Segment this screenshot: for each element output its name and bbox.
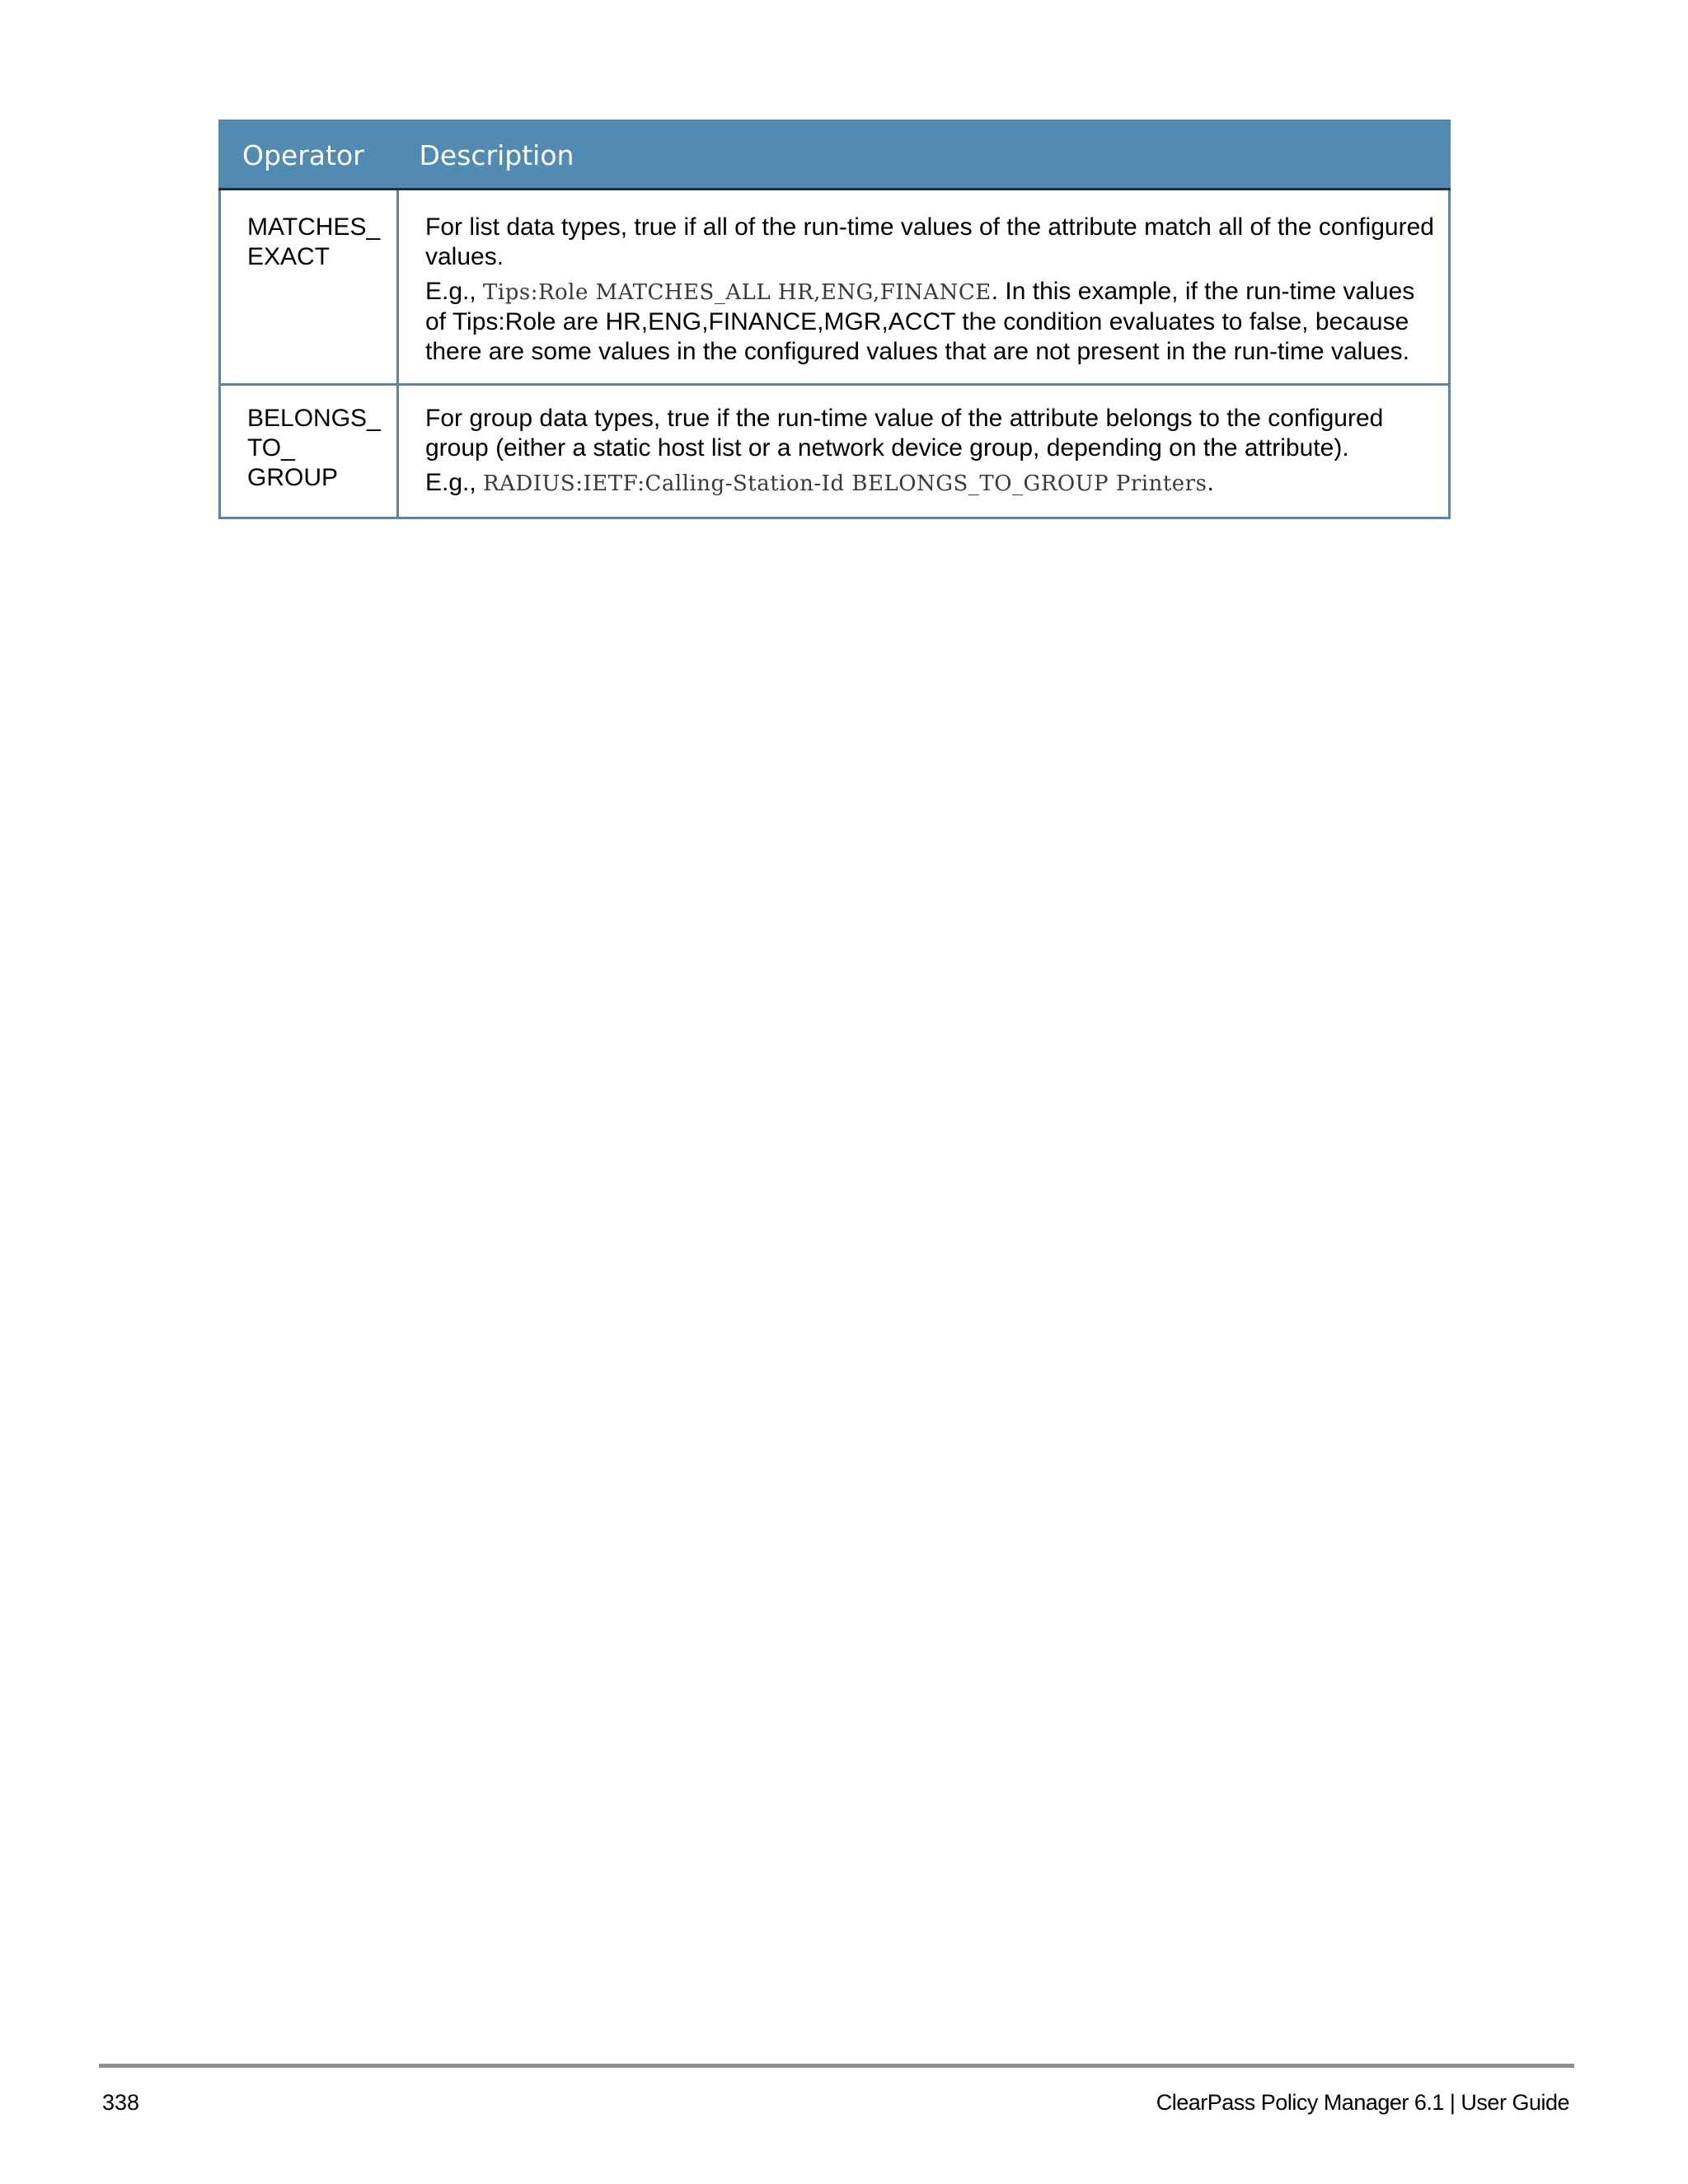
operators-table [218,120,1451,519]
description-text: For group data types, true if the run-time value of the attribute belongs to the configured group (either a static host list or a network device group, depending on the attribute). [425,405,1384,462]
table-row [220,385,1450,518]
page-number: 338 [102,2090,140,2115]
operator-cell [220,190,398,385]
operator-cell [220,385,398,518]
operator-name-line: MATCHES_ [247,213,381,241]
footer-divider [99,2064,1574,2068]
operator-name-line: GROUP [247,464,339,491]
example-text [425,468,1437,499]
description-column-header: Description [398,121,1450,190]
operator-name-line: BELONGS_ [247,405,381,432]
example-text [425,277,1437,367]
table-header-row [220,121,1450,190]
operator-name-line: EXACT [247,243,331,270]
operator-name-line: TO_ [247,434,295,462]
example-code: RADIUS:IETF:Calling-Station-Id BELONGS_TO_GROUP Printers [483,471,1207,496]
table-header [220,121,1450,190]
example-suffix: . [1207,469,1214,496]
description-text: For list data types, true if all of the run-time values of the attribute match all of the configured values. [425,213,1434,270]
table-row [220,190,1450,385]
description-cell [398,385,1450,518]
example-prefix: E.g., [425,469,484,496]
operator-column-header: Operator [220,121,398,190]
example-prefix: E.g., [425,278,484,305]
footer-document-title: ClearPass Policy Manager 6.1 | User Guide [1156,2090,1569,2115]
description-cell [398,190,1450,385]
example-code: Tips:Role MATCHES_ALL HR,ENG,FINANCE [483,280,992,305]
example-suffix: . In this example, if the run-time values of Tips:Role are HR,ENG,FINANCE,MGR,ACCT the condition evaluates to false, because there are some values in the configured values that are not present in the run-time values. [425,278,1415,365]
